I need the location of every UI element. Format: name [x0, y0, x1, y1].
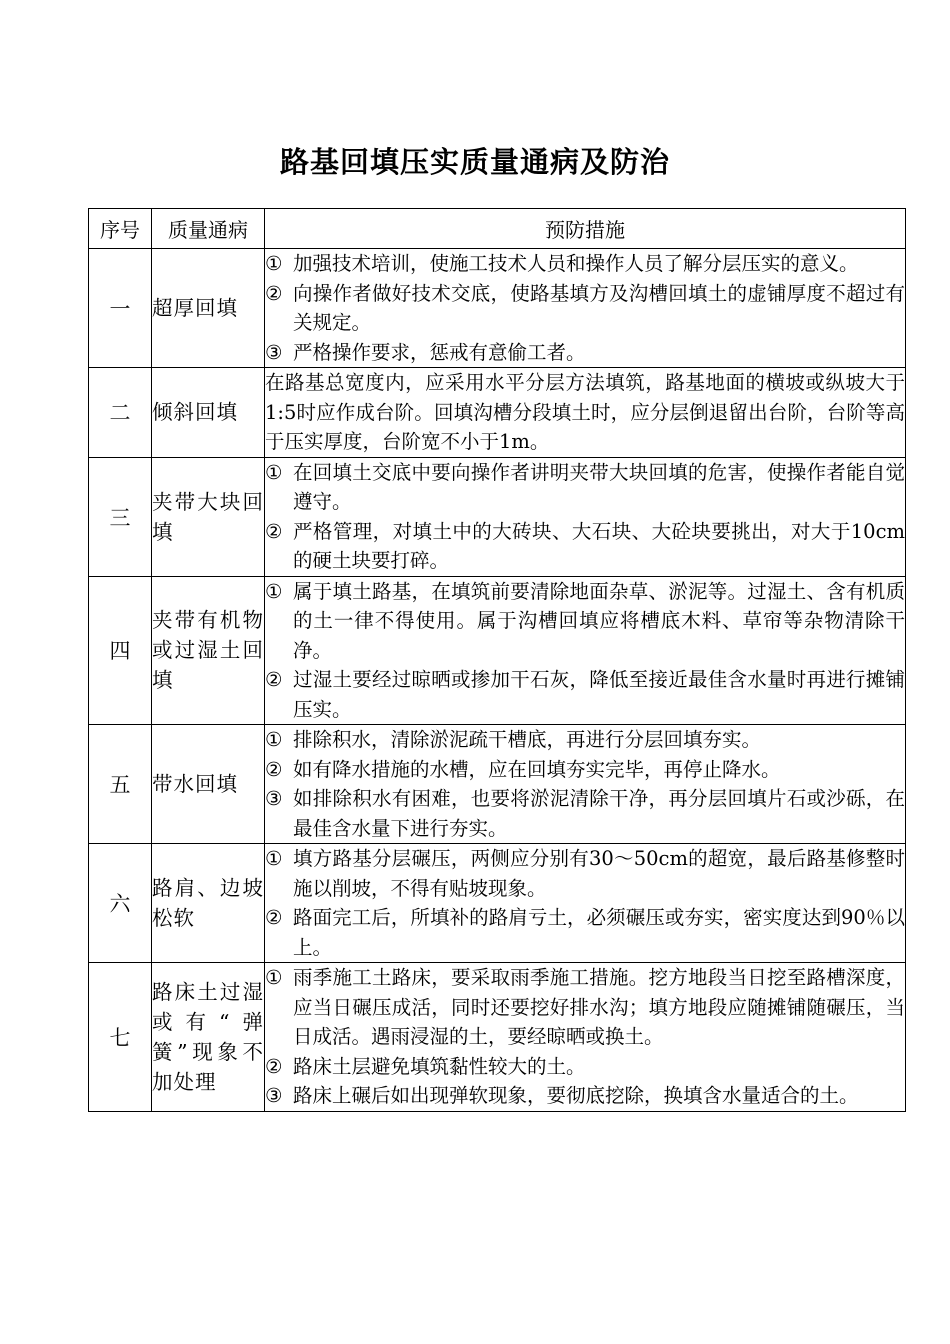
row-measures: [265, 576, 906, 725]
table-row: [89, 844, 906, 963]
measure-marker: ②: [265, 757, 283, 781]
row-number: 二: [89, 368, 152, 458]
measure-item: [265, 458, 905, 517]
row-measures: [265, 844, 906, 963]
row-defect: 夹带大块回填: [152, 457, 265, 576]
row-number: 四: [89, 576, 152, 725]
measure-text: 如排除积水有困难，也要将淤泥清除干净，再分层回填片石或沙砾，在最佳含水量下进行夯实。: [293, 787, 905, 840]
measure-item: [265, 1052, 905, 1082]
measure-item: [265, 279, 905, 338]
measure-marker: ①: [265, 460, 283, 484]
row-defect: 超厚回填: [152, 249, 265, 368]
row-measures: [265, 725, 906, 844]
measure-text: 向操作者做好技术交底，使路基填方及沟槽回填土的虚铺厚度不超过有关规定。: [293, 281, 905, 334]
header-serial-number: 序号: [89, 209, 152, 249]
page-title: 路基回填压实质量通病及防治: [279, 145, 670, 179]
header-prevention-measures: 预防措施: [265, 209, 906, 249]
measure-text: 在回填土交底中要向操作者讲明夹带大块回填的危害，使操作者能自觉遵守。: [293, 460, 905, 513]
measure-text: 排除积水，清除淤泥疏干槽底，再进行分层回填夯实。: [293, 728, 762, 751]
row-defect: 带水回填: [152, 725, 265, 844]
measure-marker: ③: [265, 340, 283, 364]
table-row: [89, 368, 906, 458]
measure-item: [265, 577, 905, 666]
row-defect: 倾斜回填: [152, 368, 265, 458]
measure-item: [265, 249, 905, 279]
row-number: 三: [89, 457, 152, 576]
measure-marker: ②: [265, 281, 283, 305]
measure-text: 属于填土路基，在填筑前要清除地面杂草、淤泥等。过湿土、含有机质的土一律不得使用。属于沟槽回填应将槽底木料、草帘等杂物清除干净。: [293, 579, 905, 662]
measure-text: 路面完工后，所填补的路肩亏土，必须碾压或夯实，密实度达到90％以上。: [293, 906, 905, 959]
measure-text: 路床上碾后如出现弹软现象，要彻底挖除，换填含水量适合的土。: [293, 1084, 859, 1107]
measure-item: [265, 338, 905, 368]
measure-text: 填方路基分层碾压，两侧应分别有30～50cm的超宽，最后路基修整时施以削坡，不得有贴坡现象。: [293, 847, 905, 900]
measure-marker: ③: [265, 1084, 283, 1107]
measure-marker: ①: [265, 966, 283, 989]
quality-defects-table: [88, 208, 906, 1112]
measure-item: [265, 903, 905, 962]
row-defect: 夹带有机物或过湿土回填: [152, 576, 265, 725]
measure-item: [265, 784, 905, 843]
measure-text: 如有降水措施的水槽，应在回填夯实完毕，再停止降水。: [293, 757, 781, 781]
measure-paragraph: 在路基总宽度内，应采用水平分层方法填筑，路基地面的横坡或纵坡大于1:5时应作成台阶。回填沟槽分段填土时，应分层倒退留出台阶，台阶等高于压实厚度，台阶宽不小于1m。: [265, 371, 905, 453]
measure-marker: ③: [265, 787, 283, 810]
measure-marker: ②: [265, 668, 283, 691]
row-defect: 路肩、边坡松软: [152, 844, 265, 963]
row-number: 五: [89, 725, 152, 844]
measure-marker: ②: [265, 906, 283, 929]
row-measures: [265, 457, 906, 576]
measure-marker: ②: [265, 1054, 283, 1078]
measure-item: [265, 963, 905, 1052]
row-number: 一: [89, 249, 152, 368]
measure-item: [265, 755, 905, 785]
table-row: [89, 963, 906, 1112]
measure-text: 加强技术培训，使施工技术人员和操作人员了解分层压实的意义。: [293, 252, 859, 275]
measure-item: [265, 725, 905, 755]
measure-item: [265, 844, 905, 903]
measure-marker: ①: [265, 847, 283, 870]
measure-marker: ①: [265, 728, 283, 751]
measure-marker: ①: [265, 252, 283, 275]
row-number: 六: [89, 844, 152, 963]
measure-text: 严格管理，对填土中的大砖块、大石块、大砼块要挑出，对大于10cm的硬土块要打碎。: [293, 519, 905, 572]
table-header-row: [89, 209, 906, 249]
table-row: [89, 576, 906, 725]
measure-item: [265, 1081, 905, 1111]
header-quality-defect: 质量通病: [152, 209, 265, 249]
row-measures: [265, 249, 906, 368]
table-row: [89, 457, 906, 576]
table-row: [89, 249, 906, 368]
row-measures: [265, 368, 906, 458]
measure-text: 路床土层避免填筑黏性较大的土。: [293, 1054, 586, 1078]
measure-text: 严格操作要求，惩戒有意偷工者。: [293, 340, 586, 364]
table-row: [89, 725, 906, 844]
measure-item: [265, 665, 905, 724]
measure-marker: ①: [265, 579, 283, 603]
measure-item: [265, 517, 905, 576]
row-number: 七: [89, 963, 152, 1112]
row-measures: [265, 963, 906, 1112]
measure-text: 雨季施工土路床，要采取雨季施工措施。挖方地段当日挖至路槽深度，应当日碾压成活，同时还要挖好排水沟；填方地段应随摊铺随碾压，当日成活。遇雨浸湿的土，要经晾晒或换土。: [293, 966, 905, 1048]
measure-text: 过湿土要经过晾晒或掺加干石灰，降低至接近最佳含水量时再进行摊铺压实。: [293, 668, 905, 721]
row-defect: 路床土过湿或有“弹簧”现象不加处理: [152, 963, 265, 1112]
measure-marker: ②: [265, 519, 283, 543]
